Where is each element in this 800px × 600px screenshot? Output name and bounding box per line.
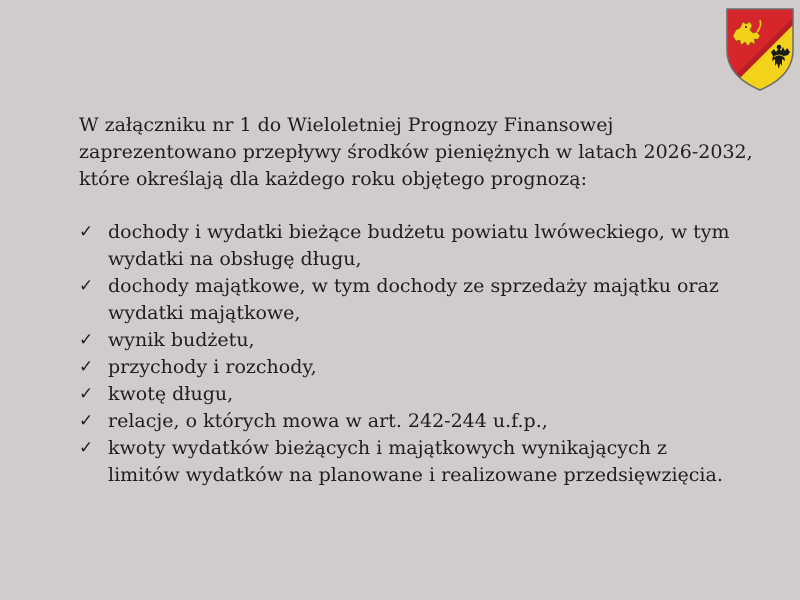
list-item-text: relacje, o których mowa w art. 242-244 u.f.p., — [108, 410, 548, 432]
list-item — [79, 219, 739, 273]
checkmark-icon: ✓ — [79, 357, 94, 377]
list-item-text: kwotę długu, — [108, 383, 234, 405]
list-item — [79, 327, 739, 354]
list-item-text: kwoty wydatków bieżących i majątkowych wynikających z limitów wydatków na planowane i realizowane przedsięwzięcia. — [108, 437, 723, 486]
requirements-list — [79, 219, 739, 489]
checkmark-icon: ✓ — [79, 411, 94, 431]
list-item — [79, 354, 739, 381]
list-item — [79, 273, 739, 327]
list-item-text: wynik budżetu, — [108, 329, 255, 351]
checkmark-icon: ✓ — [79, 222, 94, 242]
checkmark-icon: ✓ — [79, 330, 94, 350]
list-item — [79, 381, 739, 408]
list-item-text: dochody majątkowe, w tym dochody ze sprzedaży majątku oraz wydatki majątkowe, — [108, 275, 719, 324]
list-item — [79, 408, 739, 435]
checkmark-icon: ✓ — [79, 384, 94, 404]
intro-paragraph: W załączniku nr 1 do Wieloletniej Prognozy Finansowej zaprezentowano przepływy środków pieniężnych w latach 2026-2032, które określają dla każdego roku objętego prognozą: — [79, 114, 753, 190]
coat-of-arms-icon — [724, 6, 796, 92]
list-item-text: dochody i wydatki bieżące budżetu powiatu lwóweckiego, w tym wydatki na obsługę długu, — [108, 221, 730, 270]
list-item-text: przychody i rozchody, — [108, 356, 317, 378]
checkmark-icon: ✓ — [79, 276, 94, 296]
list-item — [79, 435, 739, 489]
checkmark-icon: ✓ — [79, 438, 94, 458]
